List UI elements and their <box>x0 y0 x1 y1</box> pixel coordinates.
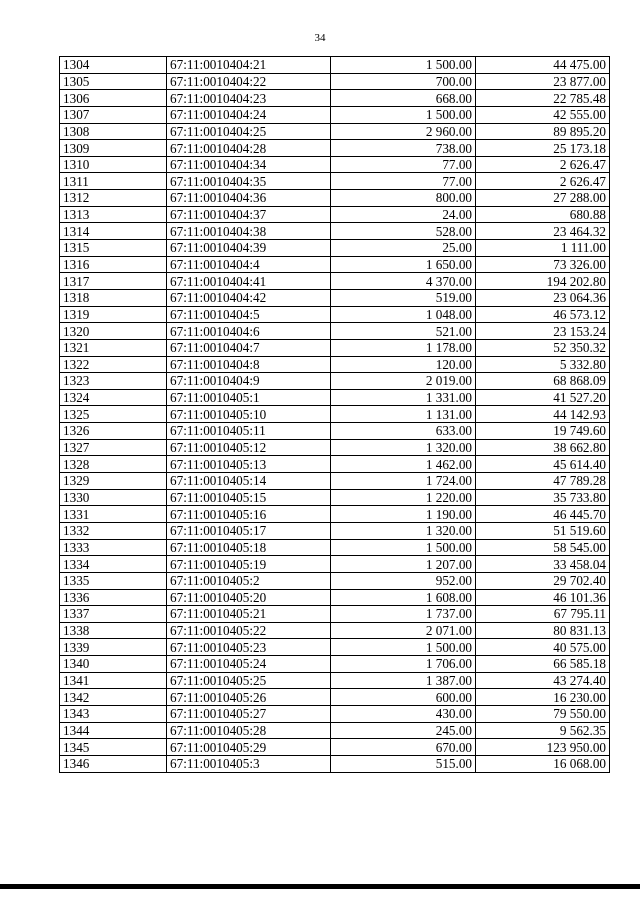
area-cell: 2 960.00 <box>331 123 476 140</box>
cadastral-number-cell: 67:11:0010404:35 <box>167 173 331 190</box>
cadastral-number-cell: 67:11:0010405:29 <box>167 739 331 756</box>
area-cell: 1 462.00 <box>331 456 476 473</box>
value-cell: 58 545.00 <box>476 539 610 556</box>
table-row <box>60 755 610 772</box>
row-number-cell: 1334 <box>60 556 167 573</box>
area-cell: 245.00 <box>331 722 476 739</box>
row-number-cell: 1339 <box>60 639 167 656</box>
table-row <box>60 606 610 623</box>
cadastral-number-cell: 67:11:0010404:6 <box>167 323 331 340</box>
cadastral-number-cell: 67:11:0010405:27 <box>167 705 331 722</box>
cadastral-number-cell: 67:11:0010405:3 <box>167 755 331 772</box>
row-number-cell: 1327 <box>60 439 167 456</box>
cadastral-number-cell: 67:11:0010405:13 <box>167 456 331 473</box>
cadastral-number-cell: 67:11:0010405:23 <box>167 639 331 656</box>
area-cell: 77.00 <box>331 173 476 190</box>
table-row <box>60 156 610 173</box>
value-cell: 23 877.00 <box>476 73 610 90</box>
value-cell: 42 555.00 <box>476 106 610 123</box>
table-row <box>60 739 610 756</box>
area-cell: 1 706.00 <box>331 656 476 673</box>
area-cell: 1 724.00 <box>331 473 476 490</box>
value-cell: 46 445.70 <box>476 506 610 523</box>
value-cell: 23 064.36 <box>476 289 610 306</box>
table-row <box>60 173 610 190</box>
value-cell: 89 895.20 <box>476 123 610 140</box>
cadastral-number-cell: 67:11:0010404:4 <box>167 256 331 273</box>
land-registry-table <box>59 56 610 773</box>
row-number-cell: 1309 <box>60 140 167 157</box>
cadastral-number-cell: 67:11:0010404:5 <box>167 306 331 323</box>
table-row <box>60 589 610 606</box>
table-row <box>60 722 610 739</box>
row-number-cell: 1312 <box>60 190 167 207</box>
cadastral-number-cell: 67:11:0010404:7 <box>167 339 331 356</box>
table-row <box>60 373 610 390</box>
table-row <box>60 456 610 473</box>
value-cell: 45 614.40 <box>476 456 610 473</box>
area-cell: 1 331.00 <box>331 389 476 406</box>
row-number-cell: 1316 <box>60 256 167 273</box>
row-number-cell: 1330 <box>60 489 167 506</box>
cadastral-number-cell: 67:11:0010405:18 <box>167 539 331 556</box>
row-number-cell: 1340 <box>60 656 167 673</box>
row-number-cell: 1333 <box>60 539 167 556</box>
area-cell: 4 370.00 <box>331 273 476 290</box>
value-cell: 38 662.80 <box>476 439 610 456</box>
value-cell: 1 111.00 <box>476 240 610 257</box>
row-number-cell: 1318 <box>60 289 167 306</box>
table-row <box>60 206 610 223</box>
area-cell: 1 500.00 <box>331 539 476 556</box>
row-number-cell: 1314 <box>60 223 167 240</box>
table-row <box>60 473 610 490</box>
area-cell: 1 131.00 <box>331 406 476 423</box>
cadastral-number-cell: 67:11:0010404:34 <box>167 156 331 173</box>
area-cell: 24.00 <box>331 206 476 223</box>
row-number-cell: 1319 <box>60 306 167 323</box>
cadastral-number-cell: 67:11:0010404:38 <box>167 223 331 240</box>
table-row <box>60 90 610 107</box>
table-row <box>60 539 610 556</box>
value-cell: 29 702.40 <box>476 572 610 589</box>
row-number-cell: 1338 <box>60 622 167 639</box>
area-cell: 668.00 <box>331 90 476 107</box>
row-number-cell: 1311 <box>60 173 167 190</box>
value-cell: 43 274.40 <box>476 672 610 689</box>
row-number-cell: 1341 <box>60 672 167 689</box>
cadastral-number-cell: 67:11:0010405:25 <box>167 672 331 689</box>
value-cell: 67 795.11 <box>476 606 610 623</box>
area-cell: 521.00 <box>331 323 476 340</box>
row-number-cell: 1335 <box>60 572 167 589</box>
row-number-cell: 1317 <box>60 273 167 290</box>
table-row <box>60 256 610 273</box>
cadastral-number-cell: 67:11:0010404:41 <box>167 273 331 290</box>
area-cell: 25.00 <box>331 240 476 257</box>
row-number-cell: 1305 <box>60 73 167 90</box>
cadastral-number-cell: 67:11:0010404:25 <box>167 123 331 140</box>
row-number-cell: 1332 <box>60 522 167 539</box>
value-cell: 80 831.13 <box>476 622 610 639</box>
row-number-cell: 1331 <box>60 506 167 523</box>
cadastral-number-cell: 67:11:0010405:14 <box>167 473 331 490</box>
area-cell: 515.00 <box>331 755 476 772</box>
area-cell: 1 608.00 <box>331 589 476 606</box>
area-cell: 2 019.00 <box>331 373 476 390</box>
table-row <box>60 556 610 573</box>
value-cell: 68 868.09 <box>476 373 610 390</box>
table-row <box>60 572 610 589</box>
cadastral-number-cell: 67:11:0010404:37 <box>167 206 331 223</box>
area-cell: 1 650.00 <box>331 256 476 273</box>
row-number-cell: 1323 <box>60 373 167 390</box>
table-row <box>60 423 610 440</box>
area-cell: 1 320.00 <box>331 522 476 539</box>
value-cell: 46 573.12 <box>476 306 610 323</box>
value-cell: 41 527.20 <box>476 389 610 406</box>
page-number: 34 <box>314 32 326 44</box>
row-number-cell: 1344 <box>60 722 167 739</box>
value-cell: 16 230.00 <box>476 689 610 706</box>
value-cell: 44 142.93 <box>476 406 610 423</box>
table-row <box>60 57 610 74</box>
cadastral-number-cell: 67:11:0010404:23 <box>167 90 331 107</box>
value-cell: 79 550.00 <box>476 705 610 722</box>
area-cell: 738.00 <box>331 140 476 157</box>
table-body <box>60 57 610 773</box>
table-row <box>60 506 610 523</box>
row-number-cell: 1343 <box>60 705 167 722</box>
cadastral-number-cell: 67:11:0010405:20 <box>167 589 331 606</box>
value-cell: 44 475.00 <box>476 57 610 74</box>
table-row <box>60 689 610 706</box>
cadastral-number-cell: 67:11:0010404:21 <box>167 57 331 74</box>
row-number-cell: 1306 <box>60 90 167 107</box>
value-cell: 2 626.47 <box>476 156 610 173</box>
area-cell: 1 178.00 <box>331 339 476 356</box>
cadastral-number-cell: 67:11:0010405:22 <box>167 622 331 639</box>
value-cell: 51 519.60 <box>476 522 610 539</box>
table-row <box>60 273 610 290</box>
value-cell: 22 785.48 <box>476 90 610 107</box>
row-number-cell: 1346 <box>60 755 167 772</box>
value-cell: 123 950.00 <box>476 739 610 756</box>
row-number-cell: 1321 <box>60 339 167 356</box>
row-number-cell: 1325 <box>60 406 167 423</box>
row-number-cell: 1315 <box>60 240 167 257</box>
cadastral-number-cell: 67:11:0010404:39 <box>167 240 331 257</box>
value-cell: 66 585.18 <box>476 656 610 673</box>
area-cell: 1 387.00 <box>331 672 476 689</box>
area-cell: 800.00 <box>331 190 476 207</box>
value-cell: 23 153.24 <box>476 323 610 340</box>
table-row <box>60 240 610 257</box>
cadastral-number-cell: 67:11:0010404:22 <box>167 73 331 90</box>
row-number-cell: 1345 <box>60 739 167 756</box>
value-cell: 33 458.04 <box>476 556 610 573</box>
value-cell: 73 326.00 <box>476 256 610 273</box>
area-cell: 77.00 <box>331 156 476 173</box>
row-number-cell: 1320 <box>60 323 167 340</box>
row-number-cell: 1313 <box>60 206 167 223</box>
value-cell: 46 101.36 <box>476 589 610 606</box>
table-row <box>60 73 610 90</box>
row-number-cell: 1328 <box>60 456 167 473</box>
cadastral-number-cell: 67:11:0010404:28 <box>167 140 331 157</box>
value-cell: 194 202.80 <box>476 273 610 290</box>
value-cell: 16 068.00 <box>476 755 610 772</box>
cadastral-number-cell: 67:11:0010405:2 <box>167 572 331 589</box>
cadastral-number-cell: 67:11:0010405:28 <box>167 722 331 739</box>
table-row <box>60 339 610 356</box>
value-cell: 25 173.18 <box>476 140 610 157</box>
row-number-cell: 1329 <box>60 473 167 490</box>
area-cell: 1 207.00 <box>331 556 476 573</box>
value-cell: 680.88 <box>476 206 610 223</box>
cadastral-number-cell: 67:11:0010404:36 <box>167 190 331 207</box>
cadastral-number-cell: 67:11:0010404:24 <box>167 106 331 123</box>
area-cell: 1 320.00 <box>331 439 476 456</box>
value-cell: 19 749.60 <box>476 423 610 440</box>
cadastral-number-cell: 67:11:0010405:26 <box>167 689 331 706</box>
value-cell: 35 733.80 <box>476 489 610 506</box>
table-row <box>60 522 610 539</box>
value-cell: 47 789.28 <box>476 473 610 490</box>
cadastral-number-cell: 67:11:0010404:42 <box>167 289 331 306</box>
table-row <box>60 622 610 639</box>
table-row <box>60 223 610 240</box>
area-cell: 1 500.00 <box>331 106 476 123</box>
area-cell: 1 220.00 <box>331 489 476 506</box>
area-cell: 600.00 <box>331 689 476 706</box>
table-row <box>60 705 610 722</box>
cadastral-number-cell: 67:11:0010405:15 <box>167 489 331 506</box>
area-cell: 430.00 <box>331 705 476 722</box>
cadastral-number-cell: 67:11:0010405:10 <box>167 406 331 423</box>
cadastral-number-cell: 67:11:0010405:12 <box>167 439 331 456</box>
cadastral-number-cell: 67:11:0010405:24 <box>167 656 331 673</box>
row-number-cell: 1324 <box>60 389 167 406</box>
table-row <box>60 289 610 306</box>
area-cell: 1 737.00 <box>331 606 476 623</box>
value-cell: 9 562.35 <box>476 722 610 739</box>
row-number-cell: 1322 <box>60 356 167 373</box>
table-row <box>60 123 610 140</box>
value-cell: 27 288.00 <box>476 190 610 207</box>
table-row <box>60 439 610 456</box>
table-row <box>60 106 610 123</box>
row-number-cell: 1336 <box>60 589 167 606</box>
area-cell: 700.00 <box>331 73 476 90</box>
table-row <box>60 356 610 373</box>
table-row <box>60 323 610 340</box>
table-row <box>60 140 610 157</box>
row-number-cell: 1342 <box>60 689 167 706</box>
area-cell: 1 500.00 <box>331 639 476 656</box>
table-row <box>60 489 610 506</box>
cadastral-number-cell: 67:11:0010405:17 <box>167 522 331 539</box>
row-number-cell: 1307 <box>60 106 167 123</box>
row-number-cell: 1304 <box>60 57 167 74</box>
value-cell: 5 332.80 <box>476 356 610 373</box>
cadastral-number-cell: 67:11:0010404:9 <box>167 373 331 390</box>
table-row <box>60 656 610 673</box>
table-row <box>60 190 610 207</box>
area-cell: 528.00 <box>331 223 476 240</box>
value-cell: 2 626.47 <box>476 173 610 190</box>
table-row <box>60 389 610 406</box>
footer-rule <box>0 884 640 889</box>
area-cell: 1 190.00 <box>331 506 476 523</box>
area-cell: 952.00 <box>331 572 476 589</box>
cadastral-number-cell: 67:11:0010405:11 <box>167 423 331 440</box>
cadastral-number-cell: 67:11:0010405:1 <box>167 389 331 406</box>
row-number-cell: 1310 <box>60 156 167 173</box>
area-cell: 670.00 <box>331 739 476 756</box>
cadastral-number-cell: 67:11:0010405:16 <box>167 506 331 523</box>
table-row <box>60 306 610 323</box>
table-row <box>60 406 610 423</box>
cadastral-number-cell: 67:11:0010405:21 <box>167 606 331 623</box>
area-cell: 519.00 <box>331 289 476 306</box>
area-cell: 2 071.00 <box>331 622 476 639</box>
area-cell: 633.00 <box>331 423 476 440</box>
row-number-cell: 1326 <box>60 423 167 440</box>
value-cell: 52 350.32 <box>476 339 610 356</box>
area-cell: 120.00 <box>331 356 476 373</box>
table-row <box>60 672 610 689</box>
cadastral-number-cell: 67:11:0010404:8 <box>167 356 331 373</box>
row-number-cell: 1337 <box>60 606 167 623</box>
value-cell: 23 464.32 <box>476 223 610 240</box>
area-cell: 1 048.00 <box>331 306 476 323</box>
area-cell: 1 500.00 <box>331 57 476 74</box>
cadastral-number-cell: 67:11:0010405:19 <box>167 556 331 573</box>
value-cell: 40 575.00 <box>476 639 610 656</box>
table-row <box>60 639 610 656</box>
row-number-cell: 1308 <box>60 123 167 140</box>
